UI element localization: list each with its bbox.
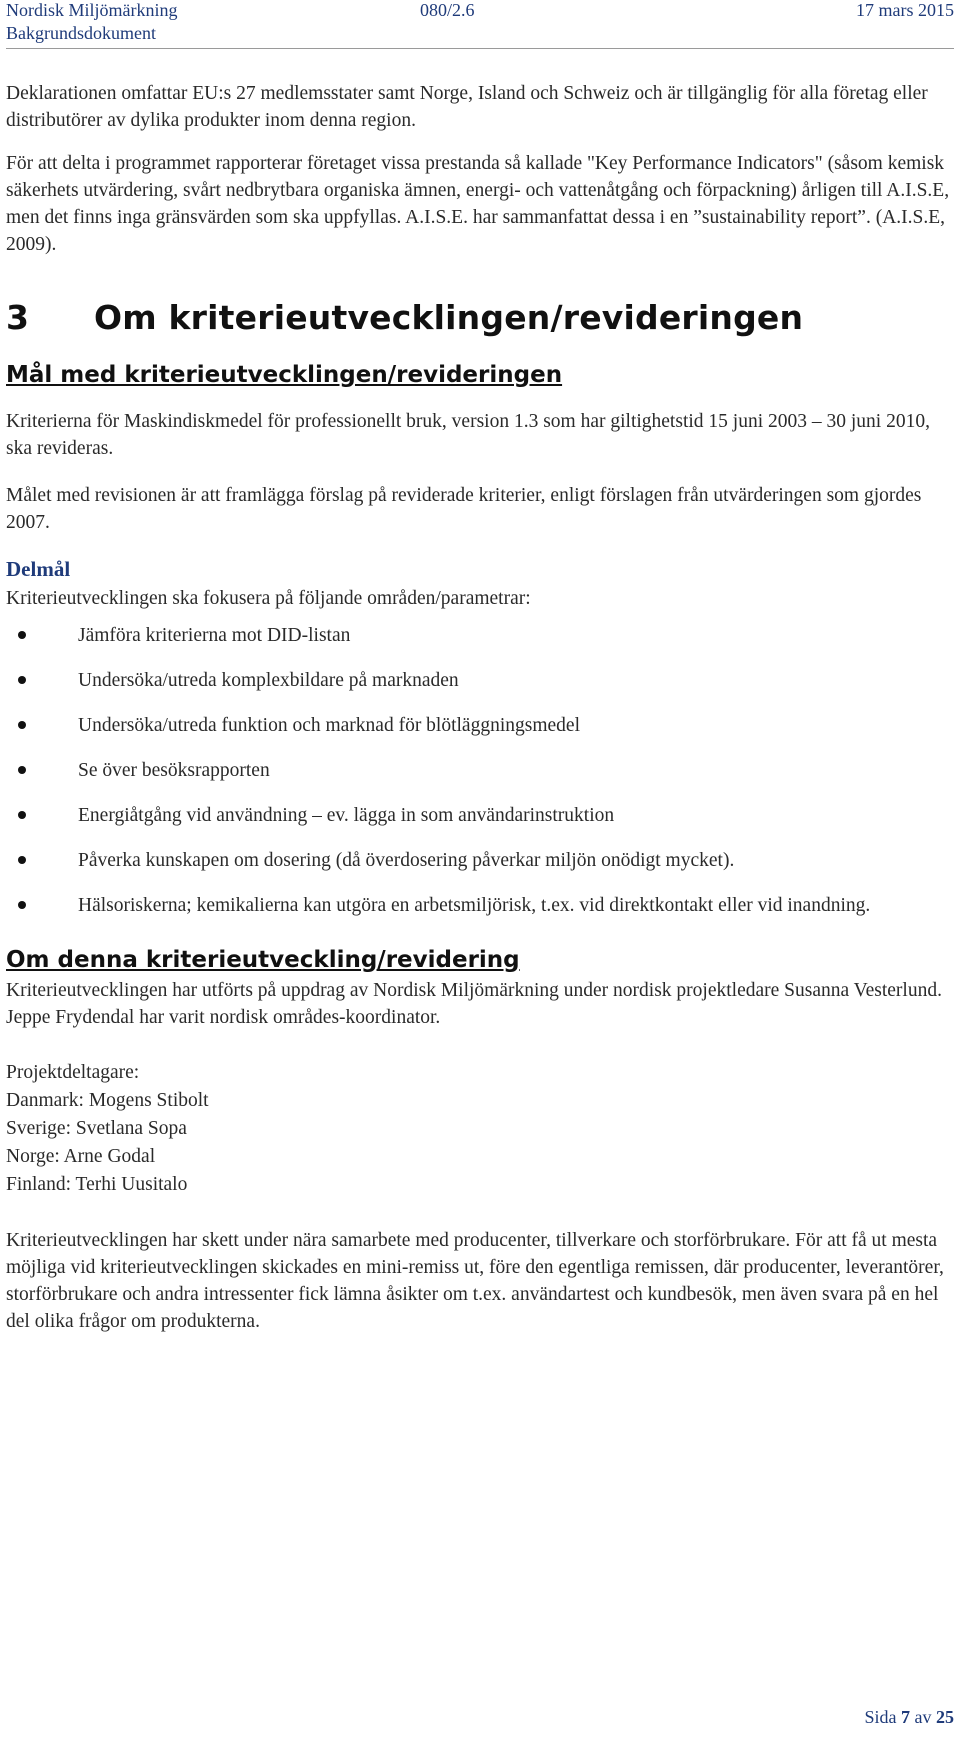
header-doc-code: 080/2.6: [420, 0, 475, 20]
goal-subheading: Mål med kriterieutvecklingen/revideringen: [6, 362, 563, 388]
list-item: Undersöka/utreda komplexbildare på marknaden: [6, 663, 954, 698]
about-paragraph-2: Kriterieutvecklingen har skett under nära samarbete med producenter, tillverkare och storförbrukare. För att få ut mesta möjliga vid kriterieutvecklingen skickades en mini-remiss ut, före den egentliga remissen, där producenter, leverantörer, storförbrukare och andra intressenter fick lämna åsikter om t.ex. användartest och kundbesök, men även svara på en hel del olika frågor om produkterna.: [6, 1230, 944, 1332]
delmal-intro: Kriterieutvecklingen ska fokusera på följande områden/parametrar:: [6, 588, 531, 609]
about-heading: Om denna kriterieutveckling/revidering: [6, 947, 520, 973]
delmal-heading: Delmål: [6, 557, 71, 581]
bullet-icon: [18, 901, 26, 909]
document-body: [6, 80, 954, 1335]
bullet-icon: [18, 766, 26, 774]
goal-paragraph-1: Kriterierna för Maskindiskmedel för professionellt bruk, version 1.3 som har giltighetstid 15 juni 2003 – 30 juni 2010, ska revideras.: [6, 411, 930, 459]
footer-sida: Sida: [864, 1707, 897, 1727]
bullet-icon: [18, 811, 26, 819]
footer-page-total: 25: [936, 1707, 954, 1727]
footer-page-number: 7: [901, 1707, 910, 1727]
participant: Sverige: Svetlana Sopa: [6, 1118, 187, 1139]
participant: Finland: Terhi Uusitalo: [6, 1174, 188, 1195]
list-item: Jämföra kriterierna mot DID-listan: [6, 618, 954, 653]
participants-block: [6, 1059, 954, 1199]
intro-paragraph-2: För att delta i programmet rapporterar företaget vissa prestanda så kallade "Key Performance Indicators" (såsom kemisk säkerhets utvärdering, svårt nedbrytbara organiska ämnen, energi- och vattenåtgång och förpackning) årligen till A.I.S.E, men det finns inga gränsvärden som ska uppfyllas. A.I.S.E. har sammanfattat dessa i en ”sustainability report”. (A.I.S.E, 2009).: [6, 153, 950, 255]
section-number: 3: [6, 298, 30, 337]
bullet-icon: [18, 721, 26, 729]
header-organization: Nordisk Miljömärkning: [6, 0, 178, 20]
list-item: Påverka kunskapen om dosering (då överdosering påverkar miljön onödigt mycket).: [6, 843, 954, 878]
list-item: Undersöka/utreda funktion och marknad för blötläggningsmedel: [6, 708, 954, 743]
goal-paragraph-2: Målet med revisionen är att framlägga förslag på reviderade kriterier, enligt förslagen från utvärderingen som gjordes 2007.: [6, 485, 922, 533]
intro-paragraph-1: Deklarationen omfattar EU:s 27 medlemsstater samt Norge, Island och Schweiz och är tillgänglig för alla företag eller distributörer av dylika produkter inom denna region.: [6, 83, 928, 131]
delmal-list: [6, 618, 954, 923]
header-date: 17 mars 2015: [856, 0, 954, 20]
participant: Danmark: Mogens Stibolt: [6, 1090, 209, 1111]
bullet-icon: [18, 631, 26, 639]
section-title: Om kriterieutvecklingen/revideringen: [94, 298, 804, 337]
page-footer: [864, 1707, 954, 1728]
participant: Norge: Arne Godal: [6, 1146, 156, 1167]
header-doc-type: Bakgrundsdokument: [6, 23, 156, 43]
participants-label: Projektdeltagare:: [6, 1062, 140, 1083]
footer-av: av: [914, 1707, 932, 1727]
list-item: Hälsoriskerna; kemikalierna kan utgöra en arbetsmiljörisk, t.ex. vid direktkontakt eller vid inandning.: [6, 888, 954, 923]
list-item: Se över besöksrapporten: [6, 753, 954, 788]
bullet-icon: [18, 676, 26, 684]
page-header: [6, 0, 954, 49]
section-heading: [6, 298, 954, 338]
bullet-icon: [18, 856, 26, 864]
list-item: Energiåtgång vid användning – ev. lägga in som användarinstruktion: [6, 798, 954, 833]
about-paragraph-1: Kriterieutvecklingen har utförts på uppdrag av Nordisk Miljömärkning under nordisk projektledare Susanna Vesterlund. Jeppe Frydendal har varit nordisk områdes-koordinator.: [6, 980, 942, 1028]
intro-section: [6, 80, 954, 258]
